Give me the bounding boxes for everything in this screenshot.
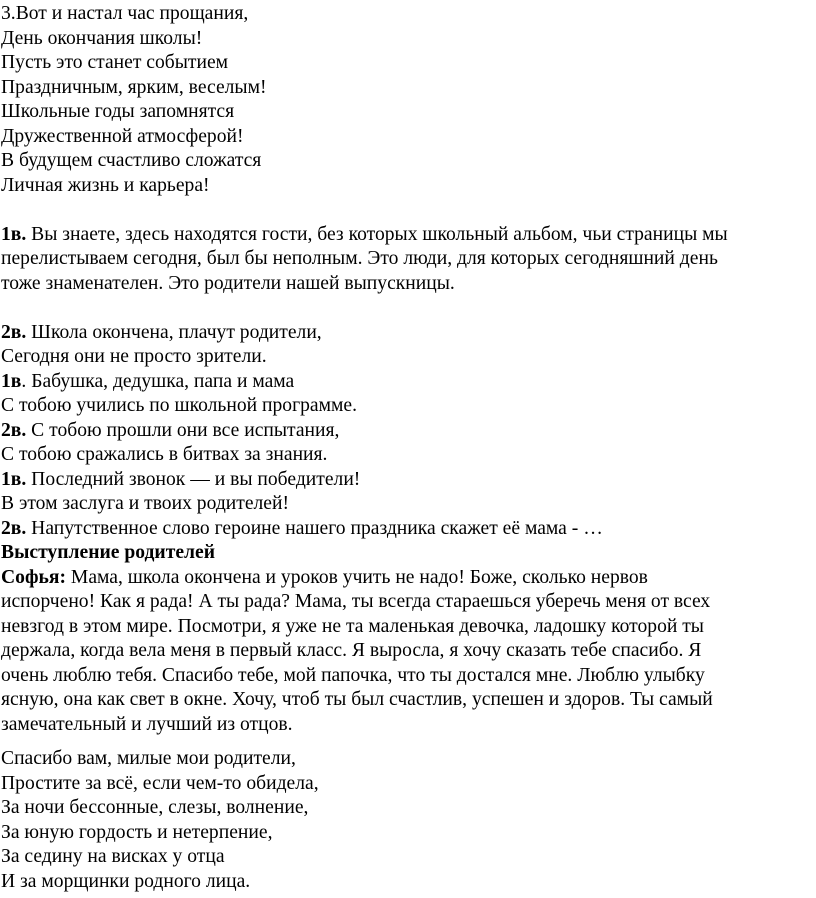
poem-line: За седину на висках у отца (1, 846, 225, 867)
poem-line: Праздничным, ярким, веселым! (1, 76, 267, 98)
poem-line: Дружественной атмосферой! (1, 125, 244, 147)
dialog-text: С тобою сражались в битвах за знания. (1, 444, 328, 465)
speaker-label: Софья: (1, 566, 66, 588)
host-paragraph (1, 223, 809, 297)
poem-line: И за морщинки родного лица. (1, 870, 251, 892)
dialog-line (1, 443, 809, 468)
spacer (1, 296, 809, 321)
speech-line: невзгод в этом мире. Посмотри, я уже не та маленькая девочка, ладошку которой ты (1, 615, 704, 637)
speech-line (1, 566, 809, 591)
paragraph-text: Вы знаете, здесь находятся гости, без которых школьный альбом, чьи страницы мы (26, 223, 728, 245)
poem-line: Пусть это станет событием (1, 52, 229, 73)
speech-line: очень люблю тебя. Спасибо тебе, мой папочка, что ты достался мне. Люблю улыбку (1, 664, 705, 686)
speaker-label: 2в. (1, 517, 27, 539)
speech-line: испорчено! Как я рада! А ты рада? Мама, ты всегда стараешься уберечь меня от всех (1, 591, 711, 612)
dialog-line (1, 517, 809, 542)
poem-line: 3.Вот и настал час прощания, (1, 3, 249, 24)
sofia-speech (1, 566, 809, 738)
speaker-label: 2в. (1, 321, 27, 343)
dialog-text: Сегодня они не просто зрители. (1, 346, 267, 367)
poem-line: Спасибо вам, милые мои родители, (1, 748, 296, 769)
dialog-line (1, 321, 809, 346)
spacer (1, 737, 809, 747)
dialog-text: Последний звонок — и вы победители! (26, 468, 361, 490)
speaker-label: 1в (1, 370, 22, 392)
spacer (1, 198, 809, 223)
poem-line: За юную гордость и нетерпение, (1, 821, 273, 843)
paragraph-line: тоже знаменателен. Это родители нашей выпускницы. (1, 272, 455, 294)
speech-line: ясную, она как свет в окне. Хочу, чтоб ты был счастлив, успешен и здоров. Ты самый (1, 689, 713, 710)
dialog-line (1, 468, 809, 493)
poem-line: Простите за всё, если чем-то обидела, (1, 772, 319, 794)
poem-line: День окончания школы! (1, 27, 203, 49)
speaker-label: 1в. (1, 468, 27, 490)
poem-line: За ночи бессонные, слезы, волнение, (1, 797, 309, 818)
paragraph-line (1, 223, 809, 248)
speech-line: замечательный и лучший из отцов. (1, 713, 293, 735)
dialog-line (1, 419, 809, 444)
dialog-line (1, 394, 809, 419)
dialog-text: . Бабушка, дедушка, папа и мама (21, 370, 295, 392)
speaker-label: 2в. (1, 419, 27, 441)
dialog-text: С тобою учились по школьной программе. (1, 395, 358, 416)
speech-line: держала, когда вела меня в первый класс. Я выросла, я хочу сказать тебе спасибо. Я (1, 640, 702, 661)
poem-stanza-1 (1, 2, 809, 198)
paragraph-line: перелистываем сегодня, был бы неполным. Это люди, для которых сегодняшний день (1, 248, 718, 269)
dialog-block (1, 321, 809, 542)
dialog-line (1, 492, 809, 517)
poem-line: В будущем счастливо сложатся (1, 150, 262, 171)
dialog-text: В этом заслуга и твоих родителей! (1, 493, 290, 514)
dialog-line (1, 345, 809, 370)
poem-line: Личная жизнь и карьера! (1, 174, 210, 196)
poem-stanza-2 (1, 747, 809, 894)
dialog-line (1, 370, 809, 395)
section-heading: Выступление родителей (1, 542, 216, 563)
poem-line: Школьные годы запомнятся (1, 101, 235, 122)
document-page (1, 2, 809, 894)
dialog-text: С тобою прошли они все испытания, (26, 419, 340, 441)
dialog-text: Напутственное слово героине нашего праздника скажет её мама - … (26, 517, 603, 539)
speech-text: Мама, школа окончена и уроков учить не надо! Боже, сколько нервов (66, 566, 648, 588)
dialog-text: Школа окончена, плачут родители, (26, 321, 322, 343)
speaker-label: 1в. (1, 223, 27, 245)
